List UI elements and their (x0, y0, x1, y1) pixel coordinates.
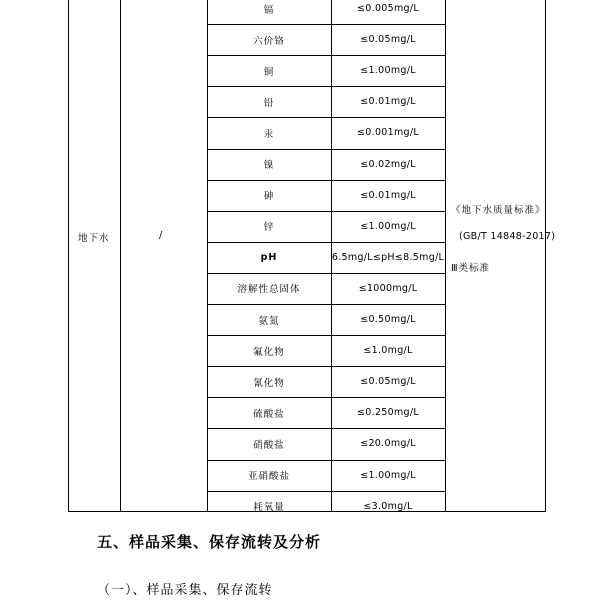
table-cell-item: 硝酸盐 (253, 439, 285, 451)
table-cell-limit: ≤0.05mg/L (360, 34, 416, 46)
section-heading: 五、样品采集、保存流转及分析 (97, 533, 322, 551)
table-cell-limit: ≤0.05mg/L (360, 376, 416, 388)
table-cell-limit: ≤0.02mg/L (360, 158, 416, 170)
table-border-left (68, 0, 69, 512)
table-border-col4 (445, 0, 446, 512)
standard-line-2: (GB/T 14848-2017) (459, 231, 556, 242)
table-cell-limit: ≤0.250mg/L (357, 407, 419, 419)
table-cell-item: 铜 (263, 66, 275, 78)
table-cell-item: 亚硝酸盐 (247, 471, 290, 483)
table-cell-item: pH (260, 251, 278, 263)
table-border-right (545, 0, 546, 512)
table-cell-item: 氨氮 (258, 315, 280, 327)
section-subheading: （一）、样品采集、保存流转 (97, 583, 273, 598)
table-cell-limit: 6.5mg/L≤pH≤8.5mg/L (331, 251, 445, 263)
medium-cell: 地下水 (78, 233, 110, 244)
table-cell-item: 砷 (263, 191, 275, 203)
table-cell-limit: ≤1000mg/L (358, 282, 418, 294)
table-cell-item: 硫酸盐 (253, 408, 285, 420)
table-cell-item: 耗氧量 (253, 502, 285, 514)
table-cell-limit: ≤0.50mg/L (360, 314, 416, 326)
table-cell-limit: ≤0.001mg/L (357, 127, 419, 139)
table-cell-item: 氟化物 (253, 346, 285, 358)
table-cell-limit: ≤0.01mg/L (360, 189, 416, 201)
table-cell-item: 氰化物 (253, 377, 285, 389)
table-cell-item: 铅 (263, 97, 275, 109)
table-cell-item: 镉 (263, 4, 275, 16)
standard-line-3: Ⅲ类标准 (451, 263, 491, 274)
table-cell-limit: ≤20.0mg/L (360, 438, 416, 450)
point-cell: / (159, 230, 164, 241)
table-border-col1 (120, 0, 121, 512)
standard-line-1: 《地下水质量标准》 (451, 205, 546, 216)
table-cell-limit: ≤1.00mg/L (360, 65, 416, 77)
table-cell-limit: ≤0.005mg/L (357, 3, 419, 15)
table-cell-limit: ≤3.0mg/L (363, 500, 413, 512)
table-cell-limit: ≤1.0mg/L (363, 345, 413, 357)
table-cell-item: 溶解性总固体 (237, 284, 301, 296)
table-cell-limit: ≤1.00mg/L (360, 469, 416, 481)
table-cell-item: 六价铬 (253, 35, 285, 47)
table-cell-item: 汞 (263, 128, 275, 140)
table-cell-limit: ≤0.01mg/L (360, 96, 416, 108)
table-cell-item: 镍 (263, 160, 275, 172)
table-cell-item: 锌 (263, 222, 275, 234)
table-cell-limit: ≤1.00mg/L (360, 220, 416, 232)
